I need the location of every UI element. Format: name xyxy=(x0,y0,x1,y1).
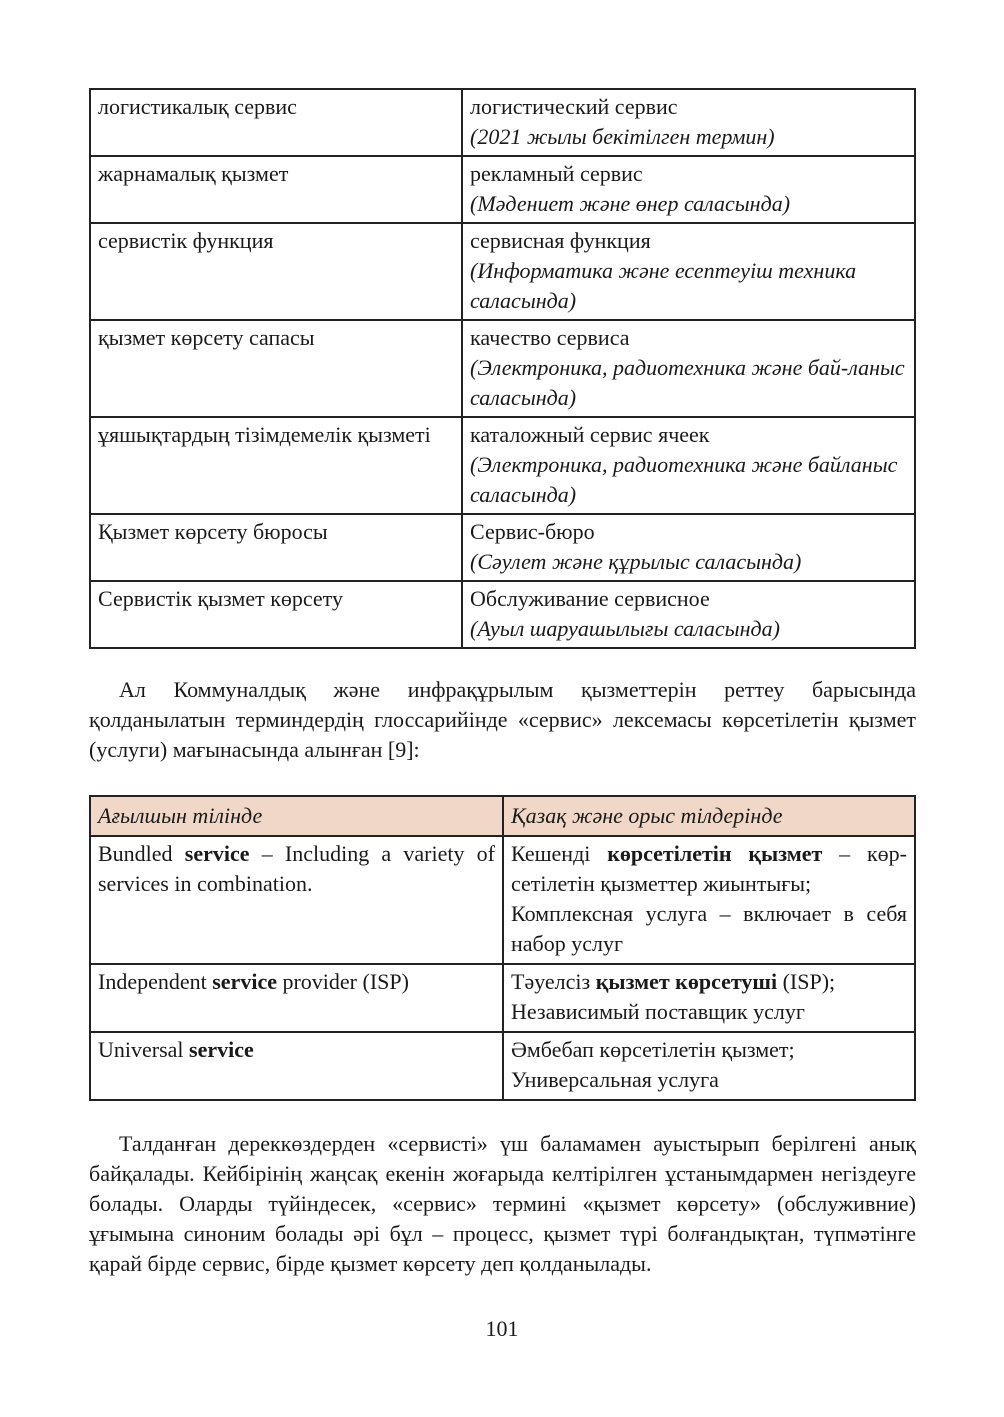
keyword: қызмет көрсетуші xyxy=(595,969,778,994)
russian-term: Комплексная услуга – включает в себя набор услуг xyxy=(511,901,907,956)
body-paragraph: Талданған дереккөздерден «сервисті» үш баламамен ауыстырып берілгені анық байқалады. Кейбірінің жаңсақ екенін жоғарыда келтірілген ұстанымдармен негіздеуге болады. Оларды түйіндесек, «сервис» термині «қызмет көрсету» (обслуживние) ұғымына синоним болады әрі бұл – процесс, қызмет түрі болғандықтан, түпмәтінге қарай бірде сервис, бірде қызмет көрсету деп қолданылады. xyxy=(89,1131,916,1276)
kazakh-term: жарнамалық қызмет xyxy=(90,156,462,223)
page-content xyxy=(89,88,916,1279)
table-row xyxy=(90,89,915,156)
russian-term: сервисная функция xyxy=(470,228,651,253)
kazakh-russian-term: Кешенді көрсетілетін қызмет – көр-сетілетін қызметтер жиынтығы; Комплексная услуга – включает в себя набор услуг xyxy=(503,836,915,964)
terms-table xyxy=(89,88,916,649)
keyword: көрсетілетін қызмет xyxy=(607,841,823,866)
table-row xyxy=(90,581,915,648)
kazakh-term: Қызмет көрсету бюросы xyxy=(90,514,462,581)
russian-term: Независимый поставщик услуг xyxy=(511,999,805,1024)
table-header-row xyxy=(90,796,915,836)
table-row xyxy=(90,514,915,581)
english-term: Independent service provider (ISP) xyxy=(90,964,503,1032)
keyword: service xyxy=(184,841,250,866)
term-note: (Информатика және есептеуіш техника саласында) xyxy=(470,258,857,313)
russian-term: логистический сервис xyxy=(470,94,678,119)
russian-term-cell xyxy=(462,514,915,581)
term-note: (Мәдениет және өнер саласында) xyxy=(470,191,791,216)
page-number: 101 xyxy=(485,1316,519,1341)
term-note: (Сәулет және құрылыс саласында) xyxy=(470,549,802,574)
column-header-kazakh-russian: Қазақ және орыс тілдерінде xyxy=(503,796,915,836)
english-term: Universal service xyxy=(90,1032,503,1100)
russian-term: качество сервиса xyxy=(470,325,630,350)
table-row xyxy=(90,223,915,320)
glossary-table xyxy=(89,795,916,1101)
russian-term: Сервис-бюро xyxy=(470,519,595,544)
table-row xyxy=(90,836,915,964)
kazakh-term: сервистік функция xyxy=(90,223,462,320)
russian-term-cell xyxy=(462,89,915,156)
russian-term: Универсальная услуга xyxy=(511,1067,719,1092)
keyword: service xyxy=(189,1037,254,1062)
russian-term: каталожный сервис ячеек xyxy=(470,422,710,447)
russian-term-cell xyxy=(462,223,915,320)
russian-term-cell xyxy=(462,320,915,417)
keyword: service xyxy=(212,969,277,994)
table-row xyxy=(90,156,915,223)
russian-term-cell xyxy=(462,156,915,223)
table-row xyxy=(90,1032,915,1100)
column-header-english: Ағылшын тілінде xyxy=(90,796,503,836)
term-note: (Электроника, радиотехника және бай-ланыс саласында) xyxy=(470,355,905,410)
body-paragraph: Ал Коммуналдық және инфрақұрылым қызметтерін реттеу барысында қолданылатын терминдердің глоссарийінде «сервис» лексемасы көрсетілетін қызмет (услуги) мағынасында алынған [9]: xyxy=(89,677,916,762)
kazakh-russian-term: Әмбебап көрсетілетін қызмет; Универсальная услуга xyxy=(503,1032,915,1100)
english-term: Bundled service – Including a variety of services in combination. xyxy=(90,836,503,964)
term-note: (Ауыл шаруашылығы саласында) xyxy=(470,616,780,641)
kazakh-term: Сервистік қызмет көрсету xyxy=(90,581,462,648)
russian-term: рекламный сервис xyxy=(470,161,643,186)
table-row xyxy=(90,417,915,514)
russian-term-cell xyxy=(462,417,915,514)
term-note: (2021 жылы бекітілген термин) xyxy=(470,124,775,149)
russian-term-cell xyxy=(462,581,915,648)
kazakh-term: ұяшықтардың тізімдемелік қызметі xyxy=(90,417,462,514)
kazakh-term: логистикалық сервис xyxy=(90,89,462,156)
term-note: (Электроника, радиотехника және байланыс саласында) xyxy=(470,452,898,507)
table-row xyxy=(90,964,915,1032)
kazakh-term: қызмет көрсету сапасы xyxy=(90,320,462,417)
table-row xyxy=(90,320,915,417)
kazakh-russian-term: Тәуелсіз қызмет көрсетуші (ISP); Независимый поставщик услуг xyxy=(503,964,915,1032)
russian-term: Обслуживание сервисное xyxy=(470,586,710,611)
